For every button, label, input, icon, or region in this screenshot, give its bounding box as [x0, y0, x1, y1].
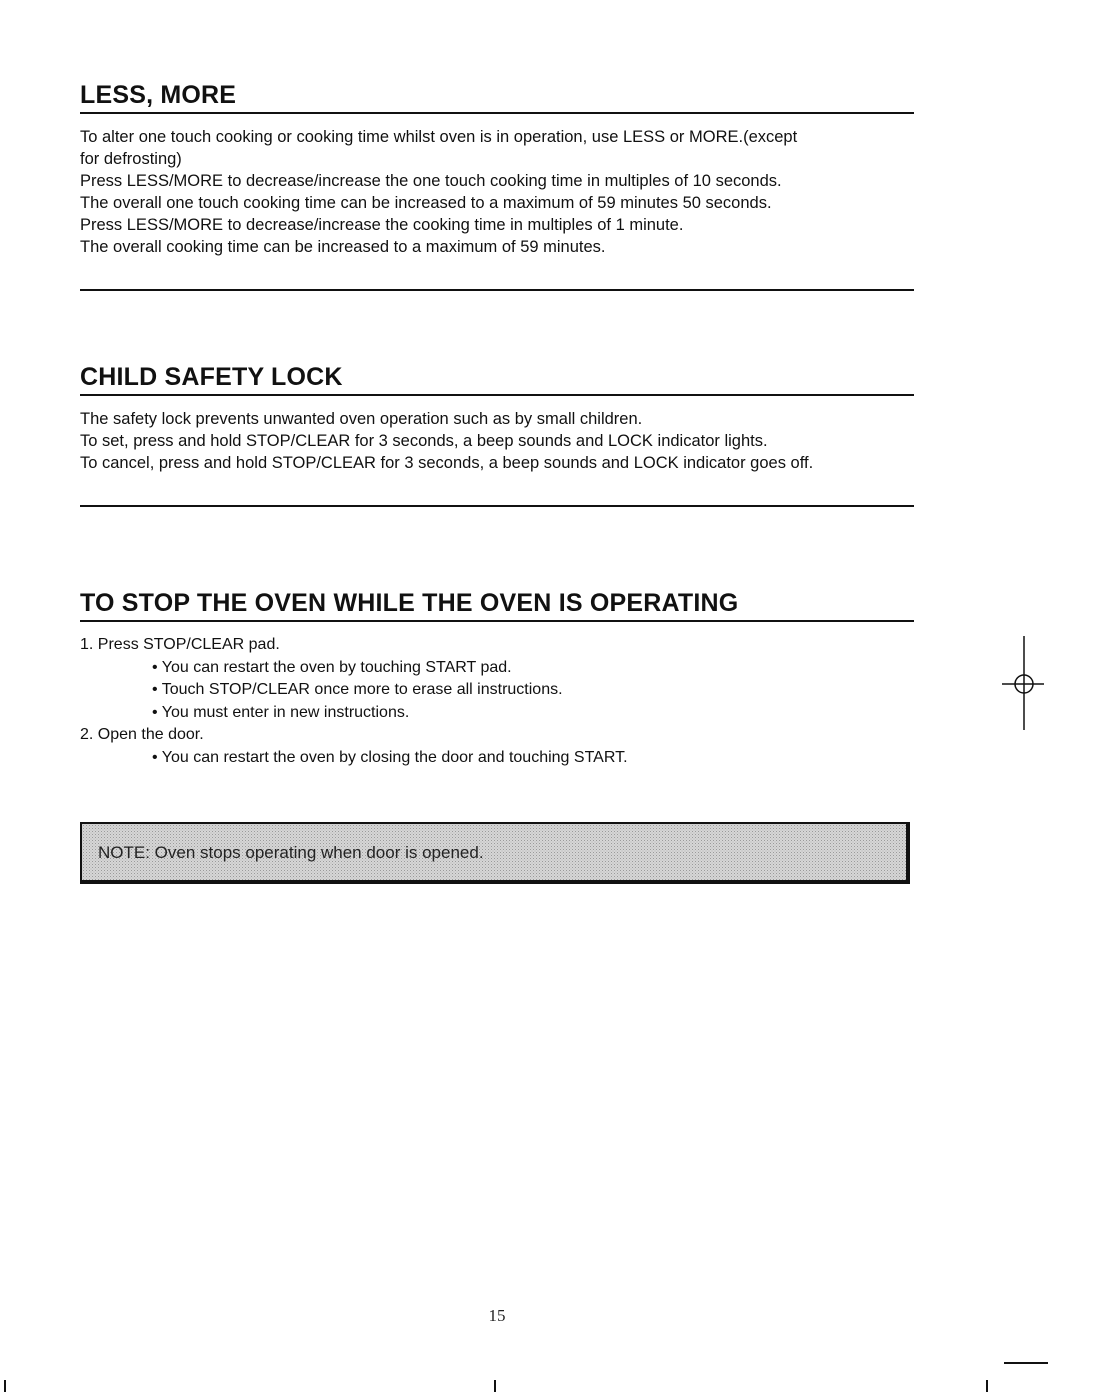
- note-text: NOTE: Oven stops operating when door is opened.: [98, 843, 484, 862]
- step-1: 1. Press STOP/CLEAR pad.: [80, 636, 280, 653]
- section-divider: [80, 289, 914, 291]
- note-box: [80, 822, 910, 884]
- section-divider: [80, 505, 914, 507]
- crop-mark: [1004, 1362, 1048, 1364]
- page-number: 15: [488, 1306, 506, 1325]
- body-line: for defrosting): [80, 150, 182, 168]
- step-1-sub-3: • You must enter in new instructions.: [152, 703, 410, 721]
- body-line: Press LESS/MORE to decrease/increase the one touch cooking time in multiples of 10 seconds.: [80, 172, 782, 190]
- title-rule: [80, 394, 914, 396]
- section-stop-oven: [80, 588, 914, 769]
- step-1-sub-1: • You can restart the oven by touching START pad.: [152, 658, 512, 676]
- body-line: The overall cooking time can be increased to a maximum of 59 minutes.: [80, 238, 606, 256]
- body-line: The safety lock prevents unwanted oven operation such as by small children.: [80, 410, 643, 428]
- body-line: Press LESS/MORE to decrease/increase the cooking time in multiples of 1 minute.: [80, 216, 684, 234]
- section-title-stop-oven: TO STOP THE OVEN WHILE THE OVEN IS OPERATING: [80, 589, 739, 617]
- title-rule: [80, 620, 914, 622]
- step-2: 2. Open the door.: [80, 726, 204, 743]
- crop-mark: [494, 1380, 496, 1392]
- child-lock-body: [80, 408, 914, 474]
- less-more-body: [80, 126, 914, 258]
- registration-crosshair-icon: [1000, 636, 1044, 730]
- body-line: The overall one touch cooking time can be increased to a maximum of 59 minutes 50 seconds.: [80, 194, 772, 212]
- section-less-more: [80, 80, 914, 258]
- body-line: To alter one touch cooking or cooking time whilst oven is in operation, use LESS or MORE.(except: [80, 128, 798, 146]
- crop-mark: [986, 1380, 988, 1392]
- title-rule: [80, 112, 914, 114]
- body-line: To cancel, press and hold STOP/CLEAR for 3 seconds, a beep sounds and LOCK indicator goes off.: [80, 454, 814, 472]
- body-line: To set, press and hold STOP/CLEAR for 3 seconds, a beep sounds and LOCK indicator lights.: [80, 432, 768, 450]
- section-child-safety-lock: [80, 362, 914, 474]
- step-1-sub-2: • Touch STOP/CLEAR once more to erase all instructions.: [152, 681, 563, 698]
- crop-mark: [4, 1380, 6, 1392]
- step-2-sub-1: • You can restart the oven by closing the door and touching START.: [152, 748, 628, 766]
- stop-oven-steps: [80, 634, 914, 769]
- section-title-less-more: LESS, MORE: [80, 81, 237, 109]
- section-title-child-lock: CHILD SAFETY LOCK: [80, 363, 343, 391]
